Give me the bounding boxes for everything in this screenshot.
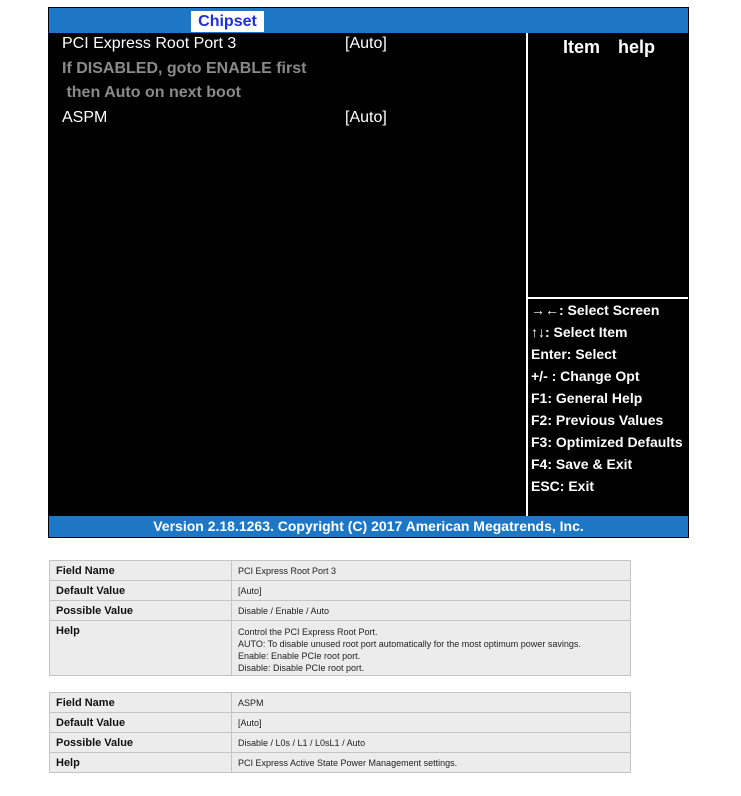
possible-value-label: Possible Value: [50, 733, 232, 753]
field-name-value: ASPM: [232, 693, 631, 713]
help-text: PCI Express Active State Power Management settings.: [232, 753, 631, 773]
note-line-2: then Auto on next boot: [62, 84, 241, 101]
key-select-item: ↑↓: Select Item: [531, 324, 628, 340]
key-change-opt: +/- : Change Opt: [531, 368, 640, 384]
help-line: AUTO: To disable unused root port automatically for the most optimum power savings.: [238, 639, 581, 649]
default-value-label: Default Value: [50, 713, 232, 733]
default-value-label: Default Value: [50, 581, 232, 601]
help-label: Help: [50, 753, 232, 773]
key-general-help: F1: General Help: [531, 390, 643, 406]
possible-value: Disable / L0s / L1 / L0sL1 / Auto: [232, 733, 631, 753]
info-table-root-port-3: [49, 560, 631, 676]
bios-setup-screen: [48, 7, 689, 538]
setting-pci-express-root-port-3[interactable]: PCI Express Root Port 3: [62, 35, 237, 52]
help-label: Help: [50, 621, 232, 676]
bios-header-bar: [49, 8, 688, 33]
panel-divider-vertical: [526, 33, 528, 517]
field-name-value: PCI Express Root Port 3: [232, 561, 631, 581]
help-line: Enable: Enable PCIe root port.: [238, 651, 361, 661]
note-line-1: If DISABLED, goto ENABLE first: [62, 60, 307, 77]
item-help-title: Item help: [562, 37, 655, 57]
key-optimized-defaults: F3: Optimized Defaults: [531, 434, 683, 450]
key-save-exit: F4: Save & Exit: [531, 456, 633, 472]
setting-value-aspm[interactable]: [Auto]: [345, 109, 387, 126]
possible-value: Disable / Enable / Auto: [232, 601, 631, 621]
possible-value-label: Possible Value: [50, 601, 232, 621]
help-line: Control the PCI Express Root Port.: [238, 627, 378, 637]
setting-value-root-port-3[interactable]: [Auto]: [345, 35, 387, 52]
key-enter-select: Enter: Select: [531, 346, 617, 362]
field-name-label: Field Name: [50, 561, 232, 581]
bios-footer-copyright: Version 2.18.1263. Copyright (C) 2017 American Megatrends, Inc.: [49, 516, 688, 537]
info-table-aspm: [49, 692, 631, 773]
default-value: [Auto]: [232, 713, 631, 733]
setting-aspm[interactable]: ASPM: [62, 109, 108, 126]
key-previous-values: F2: Previous Values: [531, 412, 664, 428]
tab-chipset[interactable]: Chipset: [191, 11, 264, 32]
key-select-screen: →←: Select Screen: [531, 302, 660, 318]
default-value: [Auto]: [232, 581, 631, 601]
key-esc-exit: ESC: Exit: [531, 478, 595, 494]
key-legend: [531, 299, 689, 497]
help-text: [232, 621, 631, 676]
field-name-label: Field Name: [50, 693, 232, 713]
help-line: Disable: Disable PCIe root port.: [238, 663, 365, 673]
